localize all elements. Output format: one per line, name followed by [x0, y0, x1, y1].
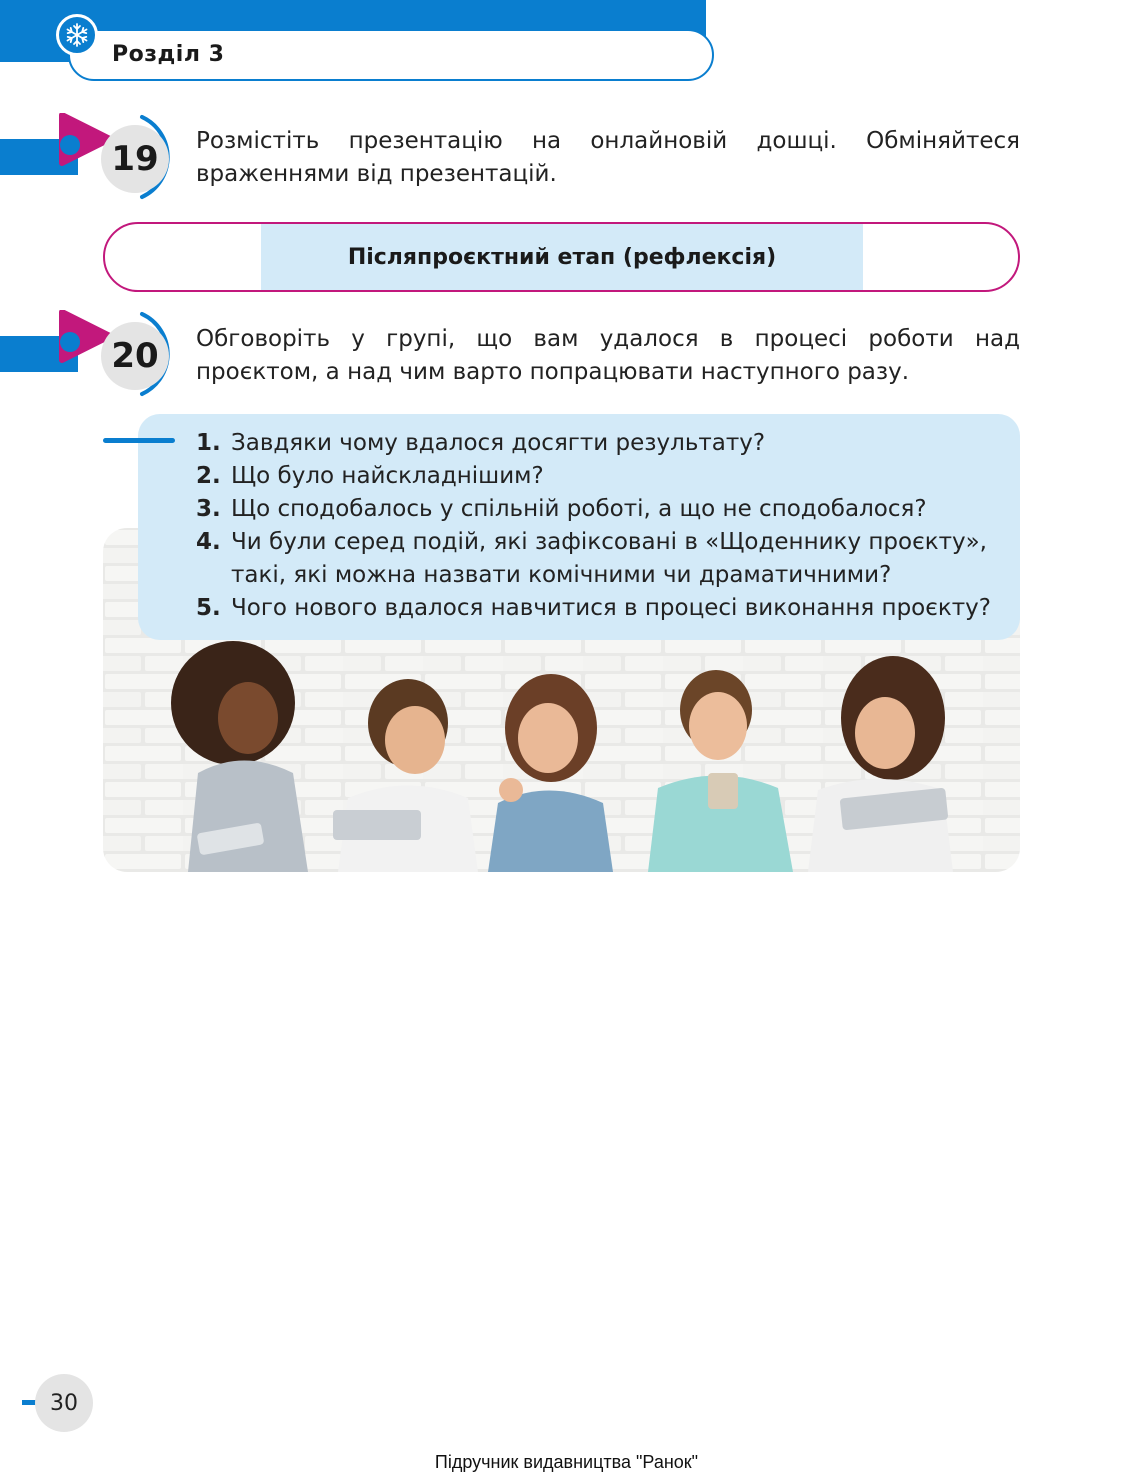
list-item: 3. Що сподобалось у спільній роботі, а що не сподобалося?: [196, 496, 927, 522]
task-number: 20: [101, 322, 169, 390]
page-number: 30: [35, 1374, 93, 1432]
task-marker: [0, 310, 200, 410]
task-text: Розмістіть презентацію на онлайновій дошці. Обміняйтеся враженнями від презентацій.: [196, 128, 1020, 187]
marker-arrow-icon: [0, 310, 200, 410]
task-marker: [0, 113, 200, 213]
list-item: 2. Що було найскладнішим?: [196, 463, 544, 489]
marker-arrow-icon: [0, 113, 200, 213]
questions-list: [196, 427, 996, 625]
task-text: Обговоріть у групі, що вам удалося в процесі роботи над проєктом, а над чим варто попрацювати наступного разу.: [196, 326, 1020, 385]
list-item: 4. Чи були серед подій, які зафіксовані в «Щоденнику проєкту», такі, які можна назвати комічними чи драматичними?: [196, 529, 987, 588]
list-item: 1. Завдяки чому вдалося досягти результату?: [196, 430, 766, 456]
chapter-title: Розділ 3: [112, 42, 225, 67]
publisher-footer: Підручник видавництва "Ранок": [434, 1452, 699, 1472]
snowflake-icon: [56, 14, 98, 56]
task-number: 19: [101, 125, 169, 193]
stage-banner: [103, 222, 1020, 292]
list-item: 5. Чого нового вдалося навчитися в процесі виконання проєкту?: [196, 595, 991, 621]
questions-accent-line: [103, 438, 175, 443]
stage-title: Післяпроєктний етап (рефлексія): [261, 224, 863, 290]
